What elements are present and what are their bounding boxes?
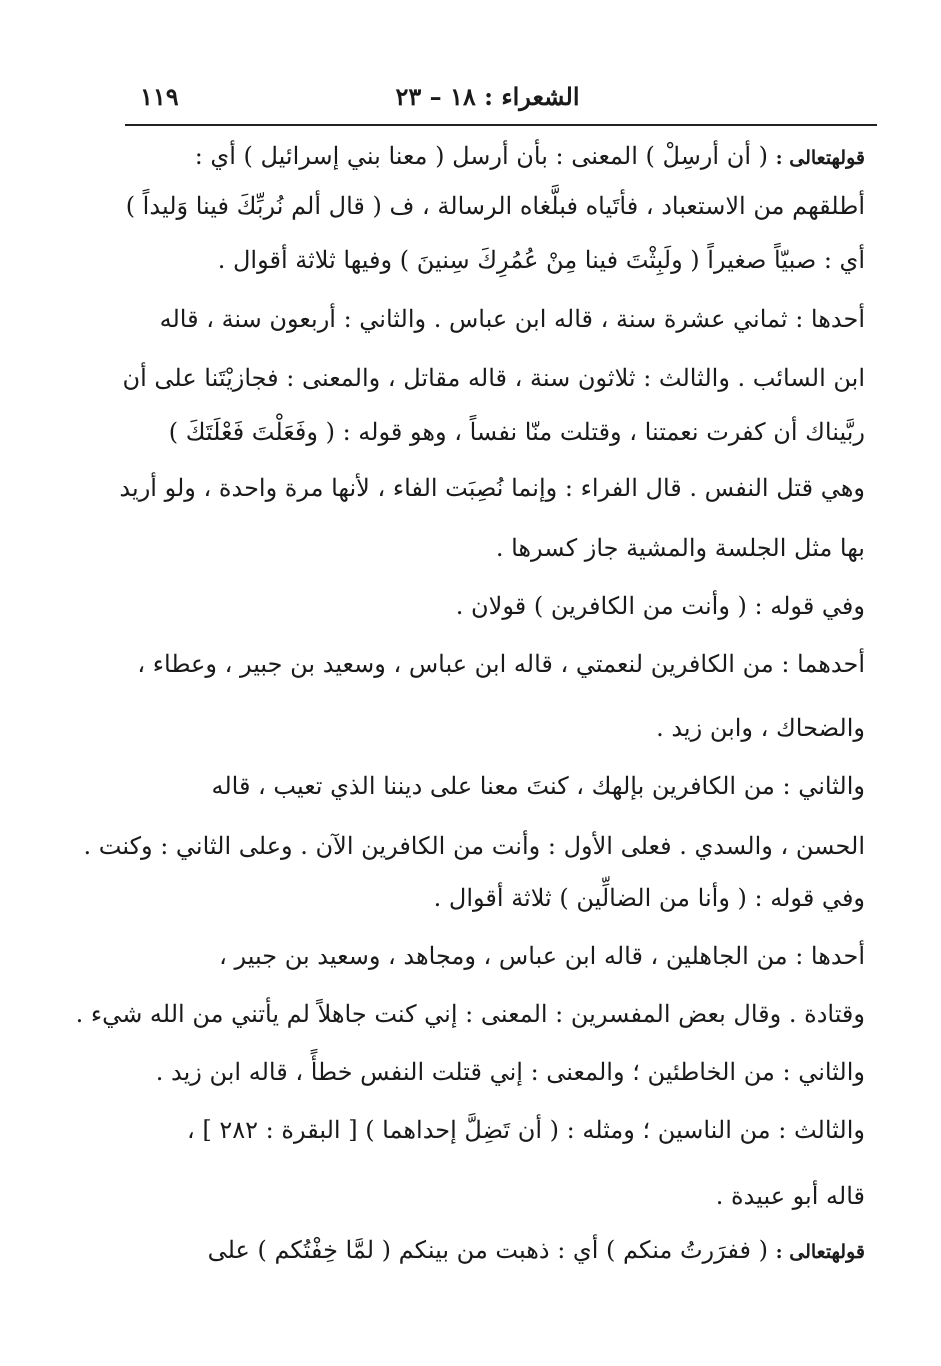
verse-label: قولهتعالى : bbox=[775, 147, 865, 169]
text-line: والثاني : من الكافرين بإلهك ، كنتَ معنا على ديننا الذي تعيب ، قاله bbox=[211, 772, 865, 800]
text-line: والثالث : من الناسين ؛ ومثله : ( أن تَضِلَّ إحداهما ) [ البقرة : ٢٨٢ ] ، bbox=[187, 1116, 865, 1144]
text-line: والضحاك ، وابن زيد . bbox=[656, 714, 865, 742]
text-line: أحدهما : من الكافرين لنعمتي ، قاله ابن عباس ، وسعيد بن جبير ، وعطاء ، bbox=[137, 650, 865, 678]
text-line: ابن السائب . والثالث : ثلاثون سنة ، قاله مقاتل ، والمعنى : فجازيْتَنا على أن bbox=[122, 364, 865, 392]
text-line: قولهتعالى : ( أن أرسِلْ ) المعنى : بأن أرسل ( معنا بني إسرائيل ) أي : bbox=[194, 142, 865, 170]
verse-label: قولهتعالى : bbox=[775, 1241, 865, 1263]
text-line: ربَّيناك أن كفرت نعمتنا ، وقتلت منّا نفساً ، وهو قوله : ( وفَعَلْتَ فَعْلَتَكَ ) bbox=[168, 418, 865, 446]
text-line: والثاني : من الخاطئين ؛ والمعنى : إني قتلت النفس خطأً ، قاله ابن زيد . bbox=[155, 1058, 865, 1086]
text-line: الحسن ، والسدي . فعلى الأول : وأنت من الكافرين الآن . وعلى الثاني : وكنت . bbox=[83, 832, 865, 860]
text-line: وفي قوله : ( وأنت من الكافرين ) قولان . bbox=[455, 592, 865, 620]
text-line: أي : صبيّاً صغيراً ( ولَبِثْتَ فينا مِنْ عُمُرِكَ سِنينَ ) وفيها ثلاثة أقوال . bbox=[217, 246, 865, 274]
page-number: ١١٩ bbox=[140, 82, 179, 111]
running-title: الشعراء : ١٨ – ٢٣ bbox=[395, 82, 580, 111]
header-rule bbox=[125, 124, 877, 126]
text-line: قولهتعالى : ( ففرَرتُ منكم ) أي : ذهبت من بينكم ( لمَّا خِفْتُكم ) على bbox=[207, 1236, 865, 1264]
text-line: أحدها : ثماني عشرة سنة ، قاله ابن عباس . والثاني : أربعون سنة ، قاله bbox=[159, 305, 865, 333]
text-line: أطلقهم من الاستعباد ، فأتَياه فبلَّغاه الرسالة ، ف ( قال ألم نُربِّكَ فينا وَليداً ) bbox=[125, 192, 865, 220]
text-line: وفي قوله : ( وأنا من الضالِّين ) ثلاثة أقوال . bbox=[433, 884, 865, 912]
page-header bbox=[120, 82, 855, 116]
text-line: وهي قتل النفس . قال الفراء : وإنما نُصِبَت الفاء ، لأنها مرة واحدة ، ولو أريد bbox=[119, 474, 865, 502]
text-line: أحدها : من الجاهلين ، قاله ابن عباس ، ومجاهد ، وسعيد بن جبير ، bbox=[219, 942, 865, 970]
text-line: بها مثل الجلسة والمشية جاز كسرها . bbox=[495, 534, 865, 562]
text-line: وقتادة . وقال بعض المفسرين : المعنى : إني كنت جاهلاً لم يأتني من الله شيء . bbox=[75, 1000, 865, 1028]
text-line: قاله أبو عبيدة . bbox=[715, 1182, 865, 1210]
